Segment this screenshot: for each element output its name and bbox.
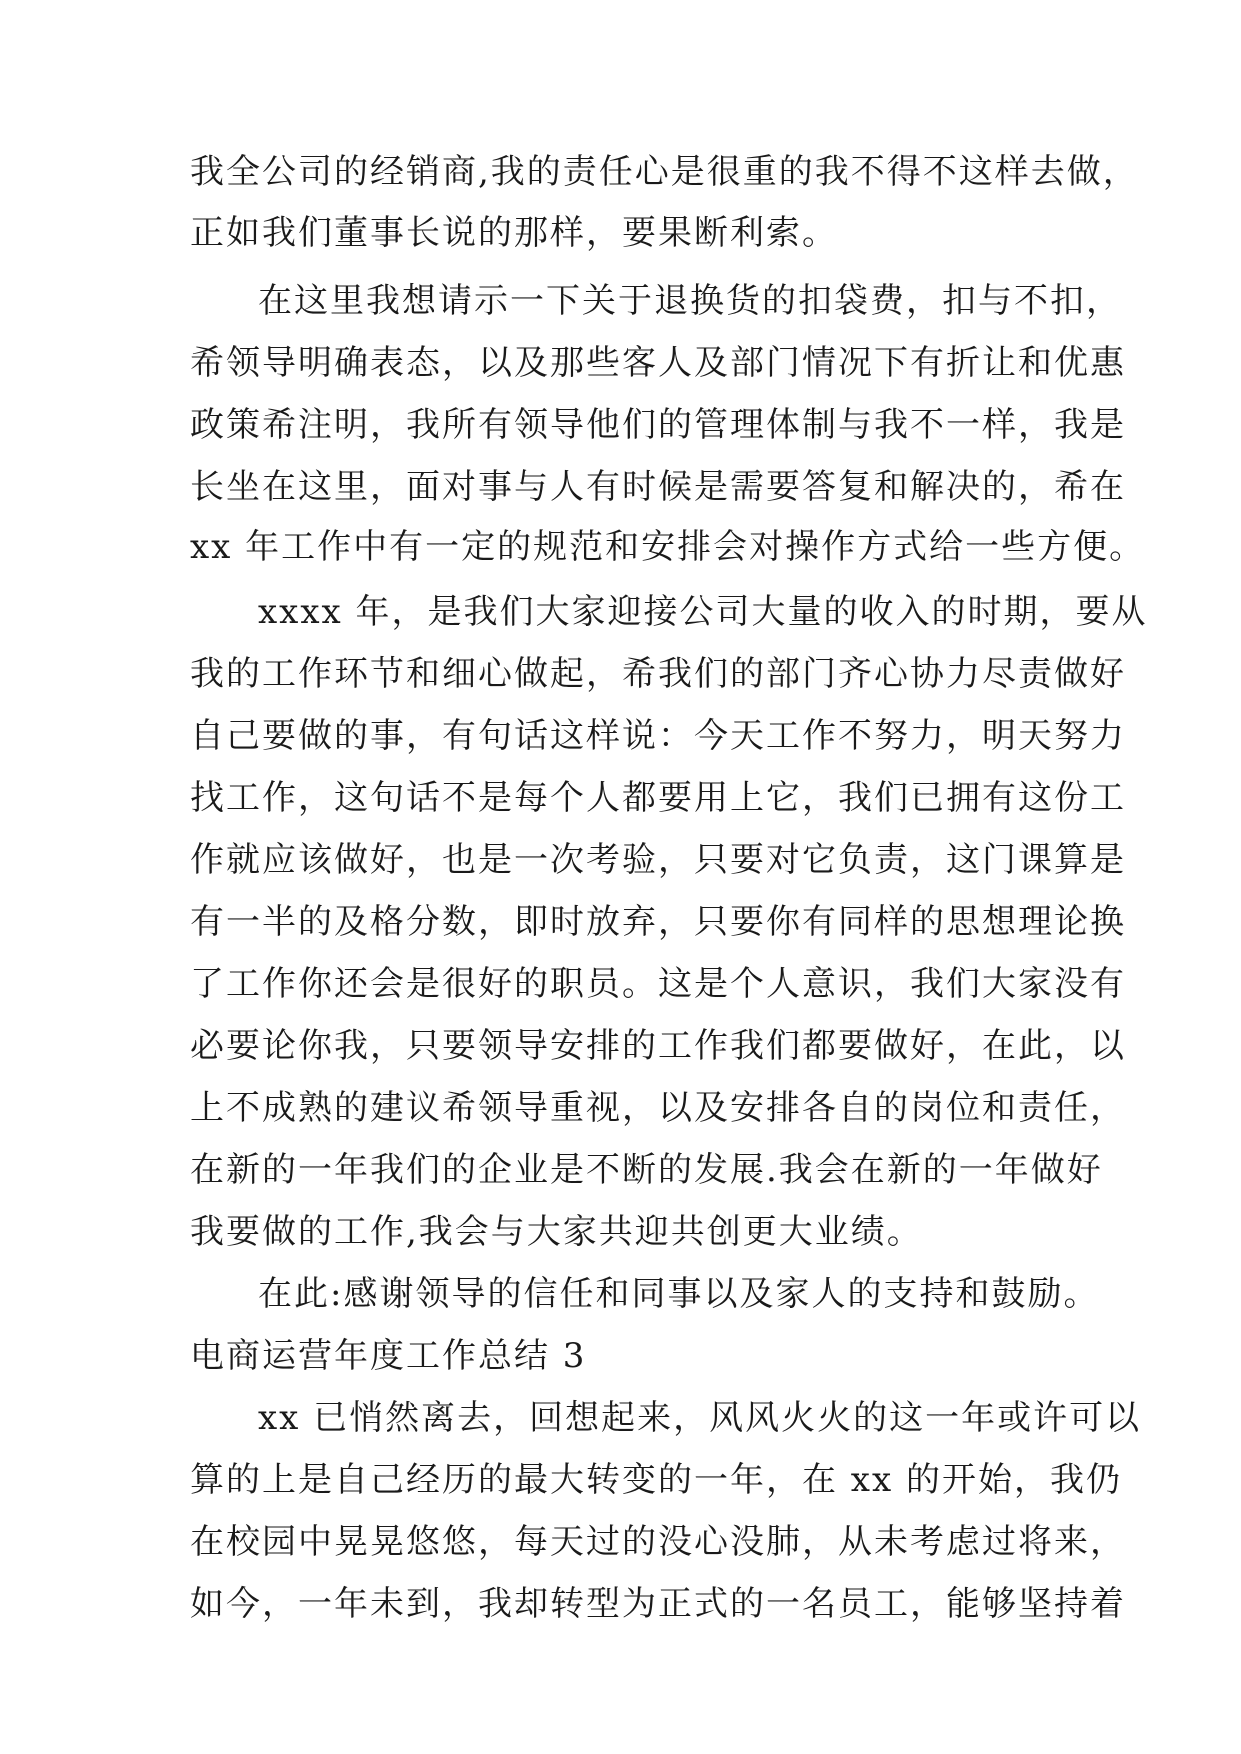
text-line: 有一半的及格分数，即时放弃，只要你有同样的思想理论换 xyxy=(190,902,1126,942)
text-line: 自己要做的事，有句话这样说：今天工作不努力，明天努力 xyxy=(190,716,1126,756)
text-line: 算的上是自己经历的最大转变的一年，在 xx 的开始，我仍 xyxy=(190,1460,1122,1500)
text-line: 政策希注明，我所有领导他们的管理体制与我不一样，我是 xyxy=(190,405,1126,445)
text-line: xx 年工作中有一定的规范和安排会对操作方式给一些方便。 xyxy=(190,527,1146,567)
text-line: 我要做的工作,我会与大家共迎共创更大业绩。 xyxy=(190,1212,923,1252)
text-line: 在校园中晃晃悠悠，每天过的没心没肺，从未考虑过将来， xyxy=(190,1522,1126,1562)
section-heading: 电商运营年度工作总结 3 xyxy=(190,1336,587,1376)
text-line: 在新的一年我们的企业是不断的发展.我会在新的一年做好 xyxy=(190,1150,1103,1190)
text-line: 上不成熟的建议希领导重视，以及安排各自的岗位和责任， xyxy=(190,1088,1126,1128)
text-line: 作就应该做好，也是一次考验，只要对它负责，这门课算是 xyxy=(190,840,1126,880)
text-line: 我的工作环节和细心做起，希我们的部门齐心协力尽责做好 xyxy=(190,654,1126,694)
paragraph-first-line: xx 已悄然离去，回想起来，风风火火的这一年或许可以 xyxy=(258,1398,1142,1438)
text-line: 必要论你我，只要领导安排的工作我们都要做好，在此，以 xyxy=(190,1026,1126,1066)
text-line: 正如我们董事长说的那样，要果断利索。 xyxy=(190,213,838,253)
text-line: 长坐在这里，面对事与人有时候是需要答复和解决的，希在 xyxy=(190,467,1126,507)
paragraph-first-line: 在此:感谢领导的信任和同事以及家人的支持和鼓励。 xyxy=(258,1274,1100,1314)
paragraph-first-line: 在这里我想请示一下关于退换货的扣袋费，扣与不扣， xyxy=(258,281,1122,321)
text-line: 希领导明确表态，以及那些客人及部门情况下有折让和优惠 xyxy=(190,343,1126,383)
text-line: 了工作你还会是很好的职员。这是个人意识，我们大家没有 xyxy=(190,964,1126,1004)
text-line: 如今，一年未到，我却转型为正式的一名员工，能够坚持着 xyxy=(190,1584,1126,1624)
paragraph-first-line: xxxx 年，是我们大家迎接公司大量的收入的时期，要从 xyxy=(258,592,1148,632)
text-line: 我全公司的经销商,我的责任心是很重的我不得不这样去做， xyxy=(190,152,1139,192)
text-line: 找工作，这句话不是每个人都要用上它，我们已拥有这份工 xyxy=(190,778,1126,818)
